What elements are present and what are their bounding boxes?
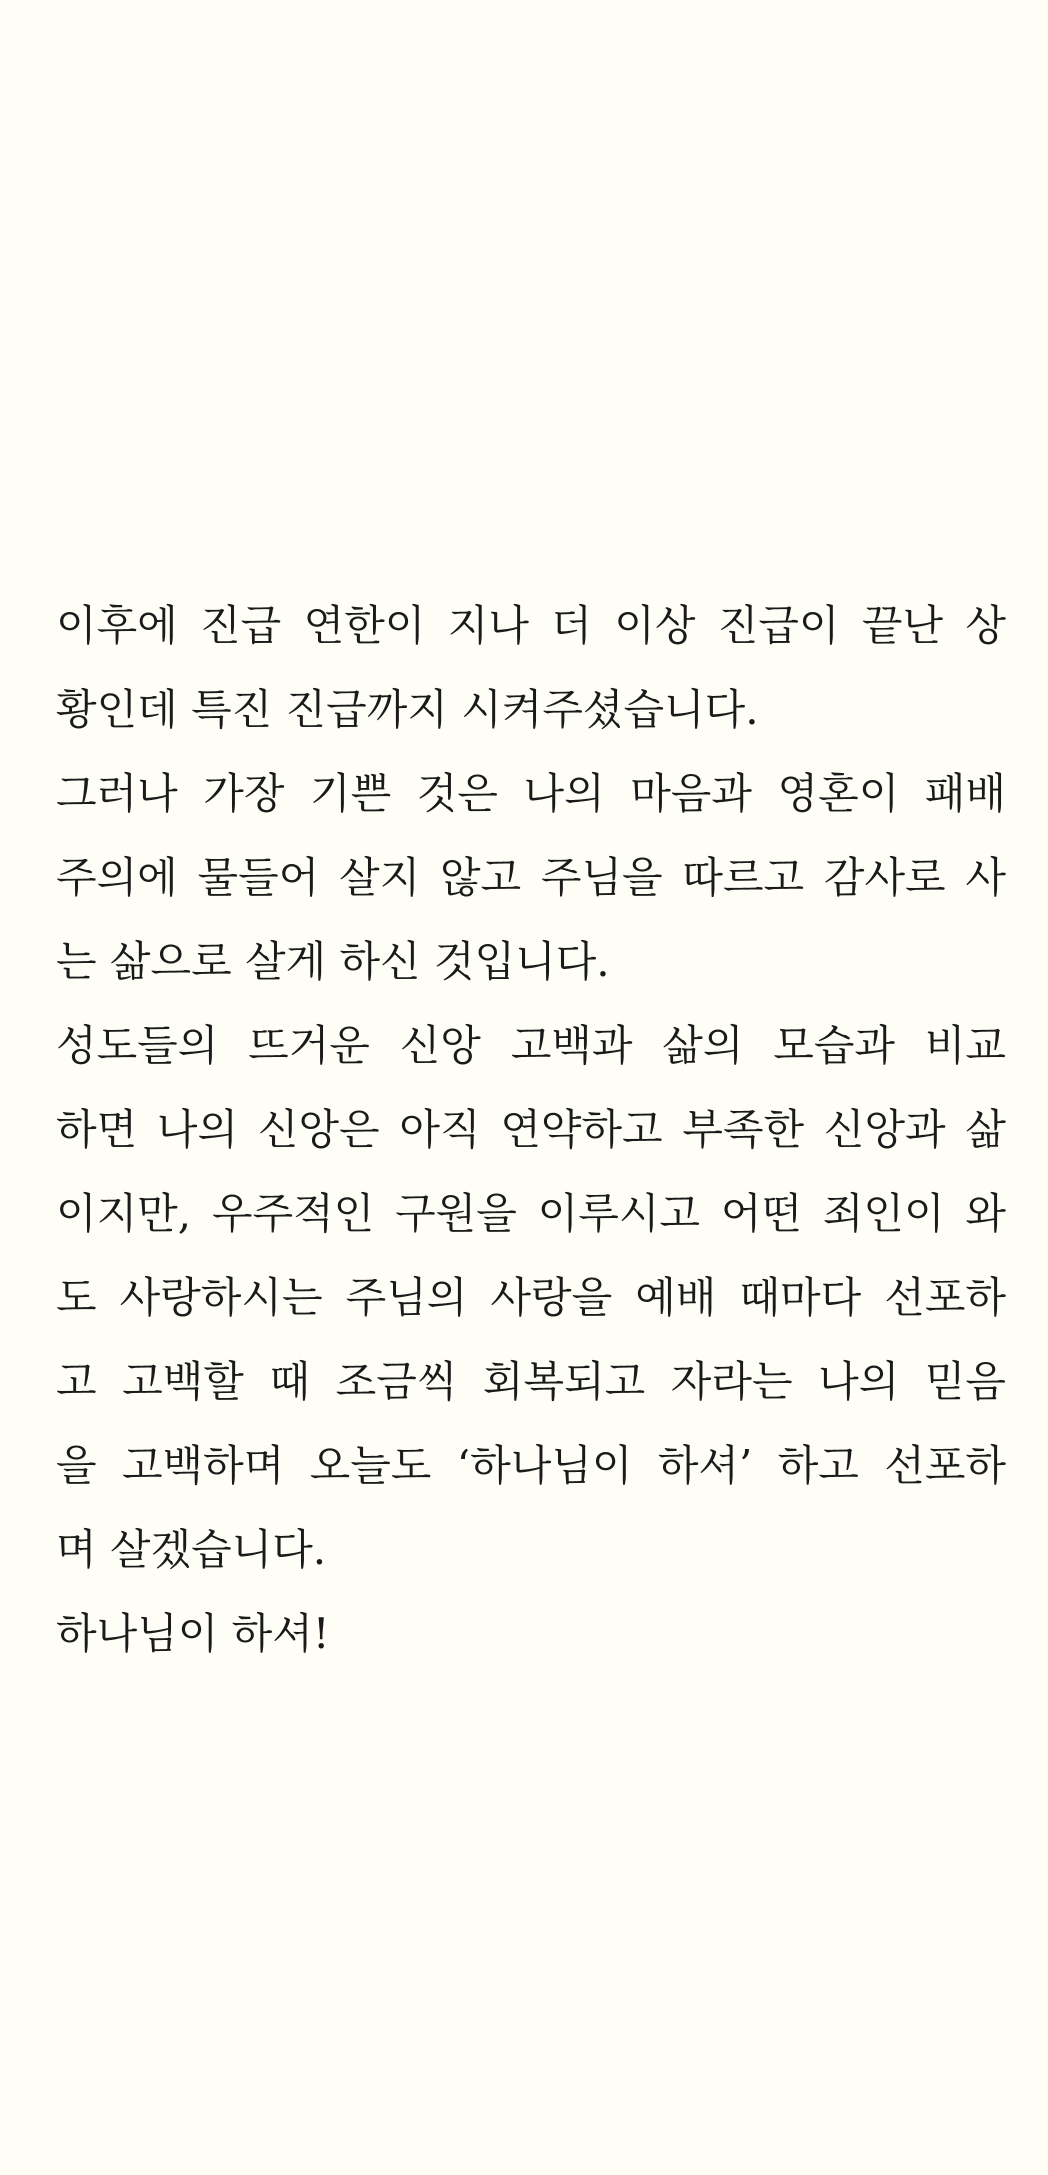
text-line: 고 고백할 때 조금씩 회복되고 자라는 나의 믿음 (56, 1357, 1006, 1406)
text-line: 성도들의 뜨거운 신앙 고백과 삶의 모습과 비교 (56, 1021, 1006, 1070)
text-line: 는 삶으로 살게 하신 것입니다. (56, 937, 610, 986)
text-line: 하나님이 하셔! (56, 1609, 330, 1658)
text-line: 도 사랑하시는 주님의 사랑을 예배 때마다 선포하 (56, 1273, 1006, 1322)
text-line: 주의에 물들어 살지 않고 주님을 따르고 감사로 사 (56, 853, 1006, 902)
text-line: 이지만, 우주적인 구원을 이루시고 어떤 죄인이 와 (56, 1189, 1006, 1238)
text-line: 을 고백하며 오늘도 ‘하나님이 하셔’ 하고 선포하 (56, 1441, 1006, 1490)
document-text-body (56, 584, 1006, 1676)
text-line: 하면 나의 신앙은 아직 연약하고 부족한 신앙과 삶 (56, 1105, 1006, 1154)
text-line: 며 살겠습니다. (56, 1525, 327, 1574)
text-line: 이후에 진급 연한이 지나 더 이상 진급이 끝난 상 (56, 601, 1006, 650)
text-line: 황인데 특진 진급까지 시켜주셨습니다. (56, 685, 759, 734)
text-line: 그러나 가장 기쁜 것은 나의 마음과 영혼이 패배 (56, 769, 1006, 818)
